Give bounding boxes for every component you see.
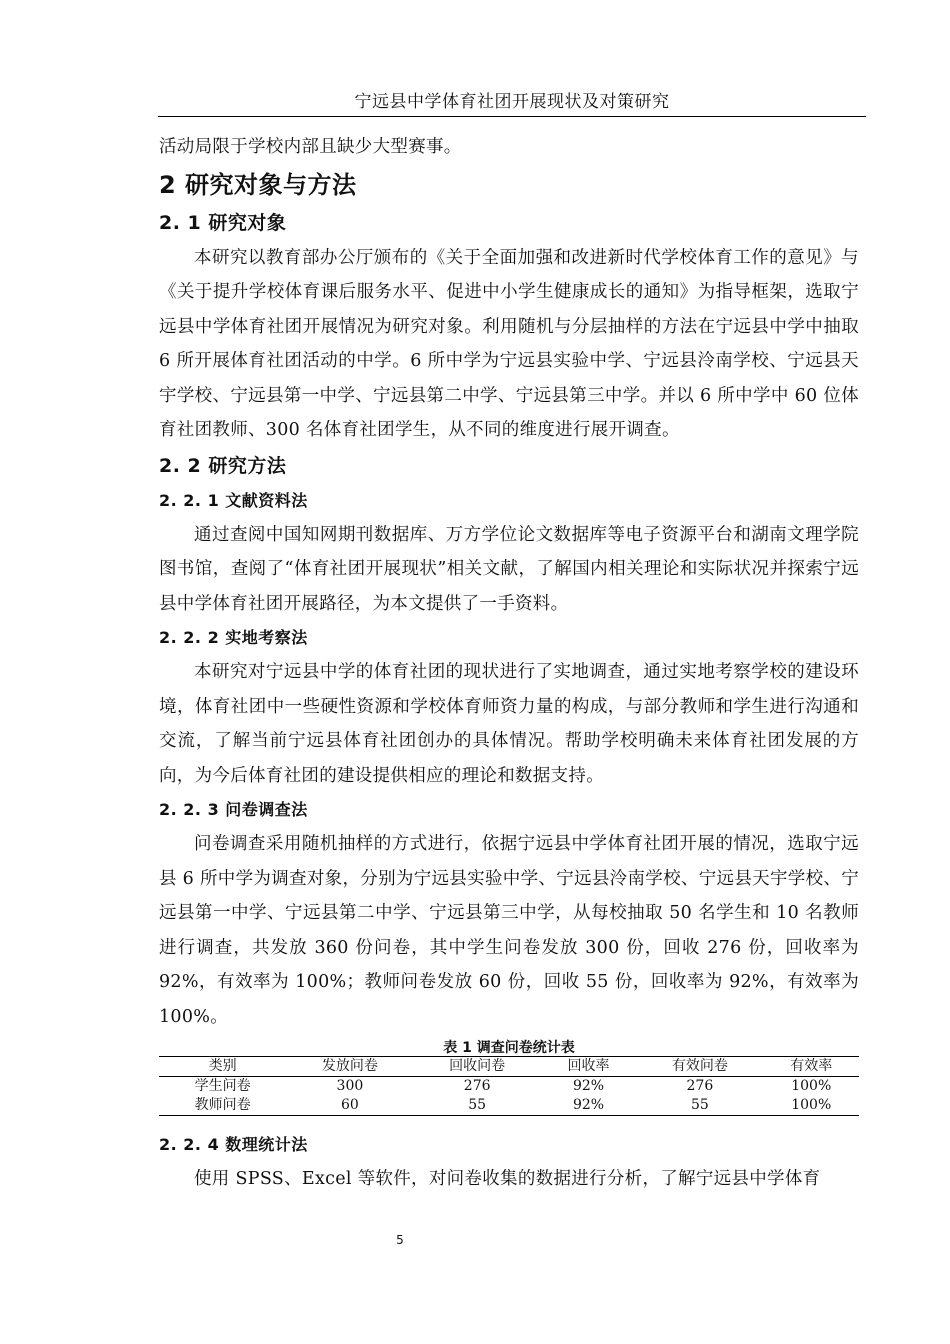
table-cell: 55 <box>690 1097 709 1113</box>
table-row <box>159 1077 859 1097</box>
table-cell: 教师问卷 <box>194 1097 251 1113</box>
section-2-2-1-paragraph: 通过查阅中国知网期刊数据库、万方学位论文数据库等电子资源平台和湖南文理学院图书馆，查阅了“体育社团开展现状”相关文献，了解国内相关理论和实际状况并探索宁远县中学体育社团开展路径，为本文提供了一手资料。 <box>159 524 859 614</box>
table-header-cell: 有效率 <box>790 1058 833 1074</box>
section-2-2-2-heading: 2. 2. 2 实地考察法 <box>159 628 308 647</box>
table-cell: 100% <box>791 1097 832 1113</box>
table-cell: 55 <box>468 1097 487 1113</box>
section-2-2-3-heading: 2. 2. 3 问卷调查法 <box>159 800 308 819</box>
survey-statistics-table <box>159 1056 859 1116</box>
page-number: 5 <box>396 1233 404 1247</box>
table-cell: 60 <box>340 1097 359 1113</box>
table-cell: 276 <box>463 1078 491 1094</box>
section-2-2-3-paragraph: 问卷调查采用随机抽样的方式进行，依据宁远县中学体育社团开展的情况，选取宁远县 6 所中学为调查对象，分别为宁远县实验中学、宁远县泠南学校、宁远县天宇学校、宁远县第一中学、宁远县第二中学、宁远县第三中学，从每校抽取 50 名学生和 10 名教师进行调查，共发放 360 份问卷，其中学生问卷发放 300 份，回收 276 份，回收率为 92%，有效率为 100%；教师问卷发放 60 份，回收 55 份，回收率为 92%，有效率为 100%。 <box>159 834 859 1027</box>
section-2-1-heading: 2. 1 研究对象 <box>159 211 287 234</box>
section-2-2-4-heading: 2. 2. 4 数理统计法 <box>159 1135 308 1154</box>
table-cell: 92% <box>572 1078 605 1094</box>
table-cell: 300 <box>336 1078 364 1094</box>
running-header <box>158 89 866 117</box>
section-2-1-paragraph: 本研究以教育部办公厅颁布的《关于全面加强和改进新时代学校体育工作的意见》与《关于提升学校体育课后服务水平、促进中小学生健康成长的通知》为指导框架，选取宁远县中学体育社团开展情况为研究对象。利用随机与分层抽样的方法在宁远县中学中抽取 6 所开展体育社团活动的中学。6 所中学为宁远县实验中学、宁远县泠南学校、宁远县天宇学校、宁远县第一中学、宁远县第二中学、宁远县第三中学。并以 6 所中学中 60 位体育社团教师、300 名体育社团学生，从不同的维度进行展开调查。 <box>159 247 859 440</box>
continuation-paragraph: 活动局限于学校内部且缺少大型赛事。 <box>159 137 462 157</box>
running-header-title: 宁远县中学体育社团开展现状及对策研究 <box>354 92 670 112</box>
table-header-cell: 发放问卷 <box>321 1058 378 1074</box>
page-content <box>159 130 859 1197</box>
section-2-2-1-heading: 2. 2. 1 文献资料法 <box>159 490 308 510</box>
table-header-cell: 类别 <box>208 1058 237 1074</box>
table-caption: 表 1 调查问卷统计表 <box>443 1040 575 1056</box>
table-header-row <box>159 1057 859 1077</box>
section-2-2-2-paragraph: 本研究对宁远县中学的体育社团的现状进行了实地调查，通过实地考察学校的建设环境，体育社团中一些硬性资源和学校体育师资力量的构成，与部分教师和学生进行沟通和交流，了解当前宁远县体育社团创办的具体情况。帮助学校明确未来体育社团发展的方向，为今后体育社团的建设提供相应的理论和数据支持。 <box>159 662 859 786</box>
table-row <box>159 1096 859 1116</box>
table-cell: 学生问卷 <box>194 1078 251 1094</box>
table-header-cell: 回收问卷 <box>449 1058 506 1074</box>
section-2-2-heading: 2. 2 研究方法 <box>159 454 287 477</box>
table-header-cell: 回收率 <box>567 1058 610 1074</box>
survey-table-block <box>159 1040 859 1116</box>
table-cell: 100% <box>791 1078 832 1094</box>
table-cell: 92% <box>572 1097 605 1113</box>
table-header-cell: 有效问卷 <box>671 1058 728 1074</box>
section-2-2-4-paragraph: 使用 SPSS、Excel 等软件，对问卷收集的数据进行分析，了解宁远县中学体育 <box>194 1169 821 1189</box>
section-2-heading: 2 研究对象与方法 <box>159 170 357 199</box>
table-cell: 276 <box>686 1078 714 1094</box>
